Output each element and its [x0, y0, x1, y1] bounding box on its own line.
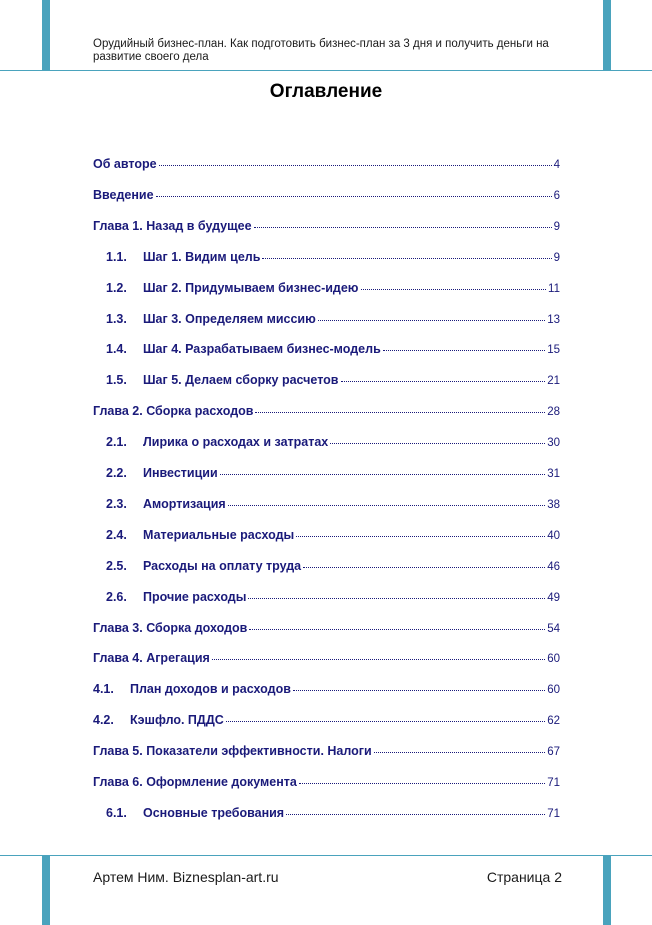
toc-entry-number: 2.2.	[106, 466, 127, 480]
toc-entry-number: 1.1.	[106, 250, 127, 264]
toc-entry[interactable]	[106, 806, 560, 824]
footer-rule	[0, 855, 652, 856]
toc-entry-title: Расходы на оплату труда	[143, 559, 302, 573]
toc-leader-dots	[296, 536, 545, 537]
toc-leader-dots	[330, 443, 545, 444]
toc-entry-number: 2.3.	[106, 497, 127, 511]
header-bar-left	[42, 0, 50, 70]
toc-leader-dots	[156, 196, 552, 197]
toc-entry-page: 31	[547, 468, 560, 480]
header-rule	[0, 70, 652, 71]
toc-leader-dots	[361, 289, 547, 290]
toc-entry-number: 2.1.	[106, 435, 127, 449]
toc-entry[interactable]	[93, 744, 560, 762]
toc-leader-dots	[262, 258, 551, 259]
running-header: Орудийный бизнес-план. Как подготовить бизнес-план за 3 дня и получить деньги на развитие своего дела	[93, 38, 549, 63]
toc-entry[interactable]	[93, 404, 560, 422]
toc-entry-title: Амортизация	[143, 497, 226, 511]
toc-entry-title: Глава 2. Сборка расходов	[93, 404, 254, 418]
toc-entry-title: Шаг 1. Видим цель	[143, 250, 261, 264]
toc-leader-dots	[255, 412, 545, 413]
toc-entry[interactable]	[93, 621, 560, 639]
toc-entry-number: 1.3.	[106, 312, 127, 326]
toc-entry[interactable]	[106, 373, 560, 391]
toc-leader-dots	[303, 567, 545, 568]
footer-bar-right	[603, 855, 611, 925]
toc-entry-page: 54	[547, 623, 560, 635]
toc-entry-page: 4	[553, 159, 560, 171]
toc-entry-page: 30	[547, 437, 560, 449]
toc-entry-page: 60	[547, 684, 560, 696]
toc-leader-dots	[220, 474, 546, 475]
toc-entry-number: 2.6.	[106, 590, 127, 604]
toc-entry-page: 15	[547, 344, 560, 356]
toc-entry[interactable]	[106, 281, 560, 299]
toc-entry-title: Основные требования	[143, 806, 285, 820]
toc-entry-title: Глава 4. Агрегация	[93, 651, 210, 665]
toc-entry-title: Прочие расходы	[143, 590, 247, 604]
toc-leader-dots	[318, 320, 545, 321]
toc-entry-title: Шаг 4. Разрабатываем бизнес-модель	[143, 342, 381, 356]
toc-entry-page: 49	[547, 592, 560, 604]
toc-entry-page: 21	[547, 375, 560, 387]
toc-leader-dots	[212, 659, 545, 660]
toc-entry-number: 4.2.	[93, 713, 114, 727]
toc-entry-page: 9	[553, 221, 560, 233]
toc-entry-number: 2.5.	[106, 559, 127, 573]
toc-entry-page: 71	[547, 808, 560, 820]
toc-entry[interactable]	[93, 682, 560, 700]
toc-entry[interactable]	[106, 590, 560, 608]
toc-entry[interactable]	[93, 157, 560, 175]
toc-entry[interactable]	[106, 250, 560, 268]
toc-entry[interactable]	[106, 497, 560, 515]
toc-entry-title: Глава 6. Оформление документа	[93, 775, 297, 789]
toc-entry-title: Шаг 3. Определяем миссию	[143, 312, 316, 326]
toc-entry[interactable]	[93, 219, 560, 237]
toc-entry[interactable]	[106, 466, 560, 484]
toc-entry-title: Материальные расходы	[143, 528, 295, 542]
toc-entry-title: Введение	[93, 188, 154, 202]
toc-leader-dots	[286, 814, 545, 815]
toc-entry-page: 6	[553, 190, 560, 202]
toc-entry-page: 62	[547, 715, 560, 727]
toc-entry-title: Шаг 2. Придумываем бизнес-идею	[143, 281, 359, 295]
toc-entry-page: 13	[547, 314, 560, 326]
toc-leader-dots	[299, 783, 545, 784]
toc-entry-page: 67	[547, 746, 560, 758]
toc-entry[interactable]	[106, 312, 560, 330]
toc-entry[interactable]	[106, 559, 560, 577]
toc-entry-number: 1.5.	[106, 373, 127, 387]
footer-bar-left	[42, 855, 50, 925]
toc-entry[interactable]	[106, 342, 560, 360]
toc-entry[interactable]	[106, 435, 560, 453]
toc-entry-page: 11	[548, 283, 560, 295]
toc-leader-dots	[293, 690, 545, 691]
toc-leader-dots	[228, 505, 546, 506]
toc-entry-number: 6.1.	[106, 806, 127, 820]
toc-leader-dots	[249, 629, 545, 630]
toc-entry-title: Кэшфло. ПДДС	[130, 713, 224, 727]
toc-entry[interactable]	[106, 528, 560, 546]
toc-entry-title: Шаг 5. Делаем сборку расчетов	[143, 373, 339, 387]
toc-leader-dots	[374, 752, 546, 753]
toc-leader-dots	[159, 165, 552, 166]
toc-leader-dots	[226, 721, 545, 722]
toc-leader-dots	[383, 350, 545, 351]
header-bar-right	[603, 0, 611, 70]
page-title: Оглавление	[269, 81, 383, 102]
toc-entry-title: Глава 5. Показатели эффективности. Налоги	[93, 744, 372, 758]
toc-entry-title: Лирика о расходах и затратах	[143, 435, 329, 449]
footer-author: Артем Ним. Biznesplan-art.ru	[93, 869, 279, 885]
toc-leader-dots	[254, 227, 552, 228]
toc-leader-dots	[341, 381, 546, 382]
toc-entry-number: 4.1.	[93, 682, 114, 696]
toc-entry-title: Глава 3. Сборка доходов	[93, 621, 248, 635]
toc-entry-page: 38	[547, 499, 560, 511]
toc-entry-title: Инвестиции	[143, 466, 218, 480]
toc-entry-number: 1.2.	[106, 281, 127, 295]
toc-entry-page: 71	[547, 777, 560, 789]
toc-entry-page: 28	[547, 406, 560, 418]
toc-entry-number: 2.4.	[106, 528, 127, 542]
toc-entry[interactable]	[93, 651, 560, 669]
toc-entry-title: План доходов и расходов	[130, 682, 291, 696]
toc-entry-page: 60	[547, 653, 560, 665]
toc-entry-page: 46	[547, 561, 560, 573]
toc-entry-title: Глава 1. Назад в будущее	[93, 219, 252, 233]
toc-entry-number: 1.4.	[106, 342, 127, 356]
toc-entry[interactable]	[93, 775, 560, 793]
toc-entry-page: 40	[547, 530, 560, 542]
toc-entry[interactable]	[93, 188, 560, 206]
toc-entry-title: Об авторе	[93, 157, 157, 171]
toc-entry[interactable]	[93, 713, 560, 731]
footer-page-number: Страница 2	[486, 869, 562, 885]
toc-leader-dots	[248, 598, 545, 599]
toc-entry-page: 9	[553, 252, 560, 264]
